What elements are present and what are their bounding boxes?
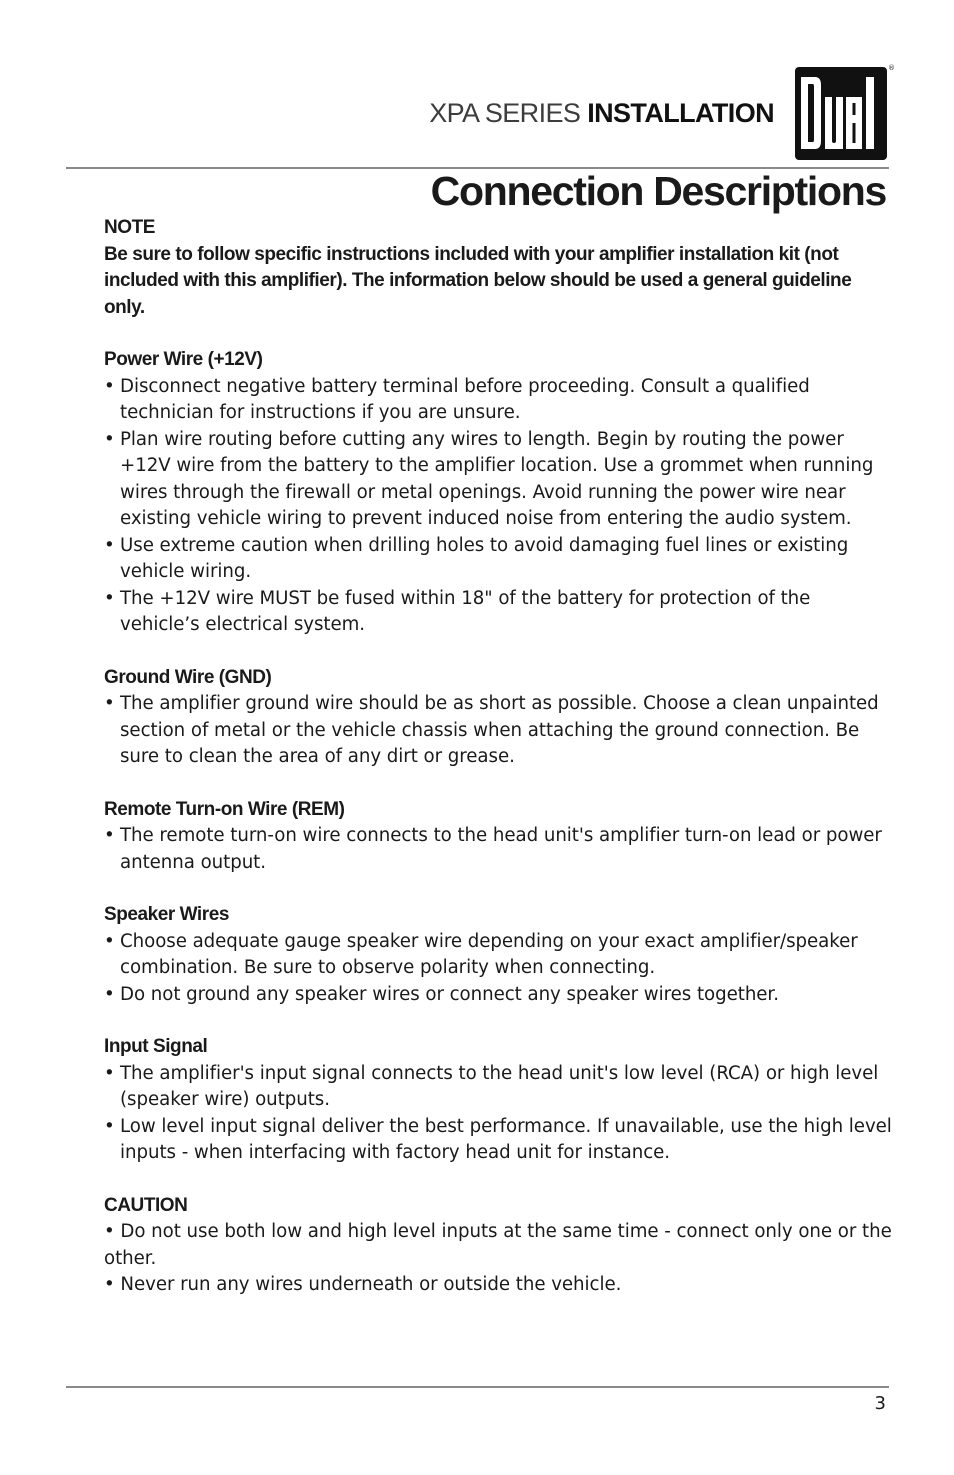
header-installation: INSTALLATION [587,98,774,128]
bullet-icon: • [104,693,115,714]
caution-heading: CAUTION [104,1194,188,1216]
section-input-signal [104,1034,894,1167]
list-item-text: The amplifier ground wire should be as short as possible. Choose a clean unpainted section of metal or the vehicle chassis when attaching the ground connection. Be sure to clean the area of any dirt or grease. [120,693,879,767]
section-power-wire [104,347,894,639]
bullet-icon: • [104,375,115,397]
bullet-icon: • [104,1062,115,1084]
list-item-text: Plan wire routing before cutting any wires to length. Begin by routing the power +12V wire from the battery to the amplifier location. Use a grommet when running wires through the firewall or metal openings. Avoid running the power wire near existing vehicle wiring to prevent induced noise from entering the audio system. [120,428,874,529]
bullet-list [104,374,894,639]
section-caution [104,1193,894,1299]
section-heading: Ground Wire (GND) [104,666,272,688]
list-item-text: Low level input signal deliver the best performance. If unavailable, use the high level inputs - when interfacing with factory head unit for instance. [120,1115,892,1163]
section-remote-wire [104,797,894,877]
section-heading: Power Wire (+12V) [104,349,263,370]
list-item-text: Use extreme caution when drilling holes to avoid damaging fuel lines or existing vehicle wiring. [120,534,849,582]
list-item-text: Do not ground any speaker wires or connect any speaker wires together. [120,983,779,1005]
caution-item: • Do not use both low and high level inputs at the same time - connect only one or the other. [104,1221,892,1269]
bullet-icon: • [104,1115,115,1137]
list-item-text: Disconnect negative battery terminal before proceeding. Consult a qualified technician for instructions if you are unsure. [120,375,810,423]
list-item [104,823,894,876]
dual-logo [795,67,887,160]
section-heading: Input Signal [104,1036,208,1057]
section-ground-wire [104,665,894,771]
note-block [104,215,894,321]
bullet-icon: • [104,930,115,952]
section-speaker-wires [104,902,894,1008]
section-heading: Speaker Wires [104,904,229,925]
list-item [104,982,894,1009]
bullet-list [104,929,894,1009]
bullet-icon: • [104,825,115,846]
bullet-icon: • [104,428,115,450]
header-title [429,98,774,129]
bullet-list [104,1061,894,1167]
caution-item: • Never run any wires underneath or outside the vehicle. [104,1274,622,1295]
list-item [104,586,894,639]
list-item [104,929,894,982]
list-item [104,374,894,427]
bottom-divider [66,1386,889,1388]
page-title: Connection Descriptions [430,168,886,214]
list-item-text: The remote turn-on wire connects to the head unit's amplifier turn-on lead or power antenna output. [120,825,882,873]
registered-mark: ® [888,64,895,72]
bullet-list [104,691,894,771]
note-text: Be sure to follow specific instructions included with your amplifier installation kit (not included with this amplifier). The information below should be used a general guideline only. [104,243,852,318]
list-item-text: The +12V wire MUST be fused within 18" of the battery for protection of the vehicle’s electrical system. [120,587,811,635]
list-item-text: Choose adequate gauge speaker wire depending on your exact amplifier/speaker combination. Be sure to observe polarity when connecting. [120,930,858,978]
section-heading: Remote Turn-on Wire (REM) [104,798,345,820]
list-item-text: The amplifier's input signal connects to the head unit's low level (RCA) or high level (speaker wire) outputs. [120,1062,879,1110]
bullet-list [104,823,894,876]
page-number: 3 [874,1393,886,1414]
list-item [104,427,894,533]
list-item [104,691,894,771]
header-series: XPA SERIES [429,98,581,128]
document-body [104,215,894,1325]
list-item [104,533,894,586]
bullet-icon: • [104,587,115,609]
bullet-icon: • [104,534,115,556]
list-item [104,1114,894,1167]
bullet-icon: • [104,983,115,1005]
note-heading: NOTE [104,217,155,238]
list-item [104,1061,894,1114]
